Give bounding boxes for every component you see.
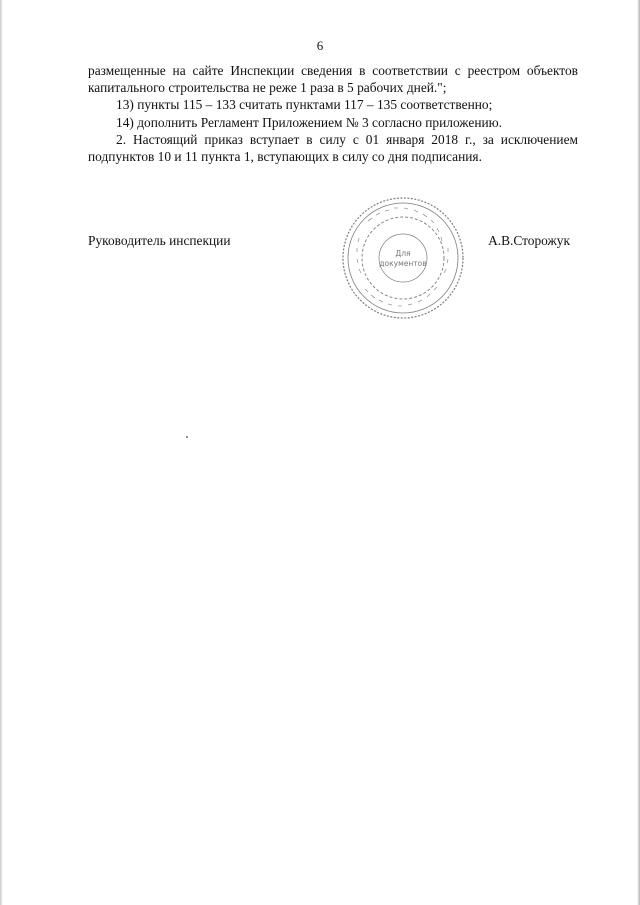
paragraph-registry-info: размещенные на сайте Инспекции сведения в соответствии с реестром объектов капитального строительства не реже 1 раза в 5 рабочих дней."; xyxy=(88,63,578,96)
stamp-center-text-1: Для xyxy=(395,249,411,258)
page-number: 6 xyxy=(316,38,324,53)
scan-speck xyxy=(186,436,188,438)
official-seal-stamp xyxy=(338,193,468,323)
signer-title: Руководитель инспекции xyxy=(88,233,231,248)
signature-block xyxy=(88,233,578,253)
paragraph-effective-date: 2. Настоящий приказ вступает в силу с 01 января 2018 г., за исключением подпунктов 10 и 11 пункта 1, вступающих в силу со дня подписания. xyxy=(88,131,578,165)
paragraph-item-14: 14) дополнить Регламент Приложением № 3 согласно приложению. xyxy=(116,114,503,130)
stamp-center-text-2: документов xyxy=(379,259,427,268)
document-body xyxy=(88,62,578,165)
signer-name: А.В.Сторожук xyxy=(488,233,570,248)
scan-edge-left xyxy=(0,0,3,905)
paragraph-item-13: 13) пункты 115 – 133 считать пунктами 117 – 135 соответственно; xyxy=(116,97,493,113)
